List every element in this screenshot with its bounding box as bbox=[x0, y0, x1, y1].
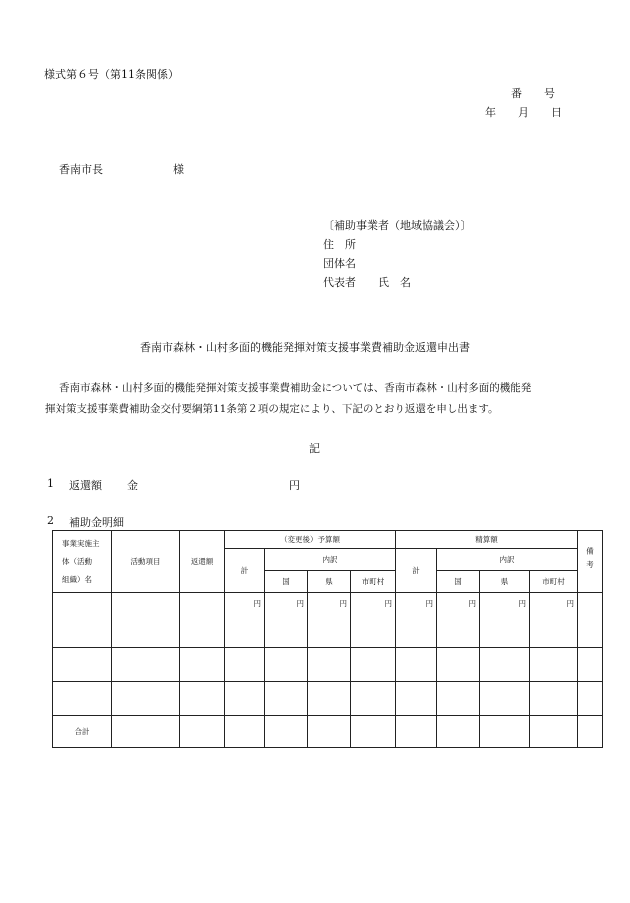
header-entity-cell bbox=[53, 531, 112, 593]
body-line-2: 揮対策支援事業費補助金交付要綱第11条第２項の規定により、下記のとおり返還を申し出ます。 bbox=[45, 403, 499, 415]
sum-settlement-total-cell[interactable] bbox=[396, 715, 437, 747]
header-settlement-prefecture: 県 bbox=[480, 571, 530, 593]
entity-cell[interactable] bbox=[53, 593, 112, 647]
honorific: 様 bbox=[173, 163, 184, 176]
sum-row-label: 合計 bbox=[53, 715, 112, 747]
addressee: 香南市長 bbox=[59, 163, 103, 176]
body-line-1: 香南市森林・山村多面的機能発揮対策支援事業費補助金については、香南市森林・山村多面的機能発 bbox=[59, 382, 532, 394]
remarks-cell[interactable] bbox=[578, 593, 603, 647]
entity-cell[interactable] bbox=[53, 681, 112, 715]
header-settlement: 精算額 bbox=[396, 531, 578, 549]
remarks-cell[interactable] bbox=[578, 647, 603, 681]
budget-total-yen: 円 bbox=[225, 593, 265, 647]
item1-yen: 円 bbox=[289, 479, 300, 492]
budget-prefecture-cell[interactable] bbox=[308, 681, 351, 715]
sum-remarks-cell[interactable] bbox=[578, 715, 603, 747]
settlement-municipality-cell[interactable] bbox=[530, 647, 578, 681]
ki-label: 記 bbox=[309, 442, 320, 455]
budget-municipality-yen: 円 bbox=[351, 593, 396, 647]
header-budget-breakdown: 内訳 bbox=[265, 549, 396, 571]
settlement-prefecture-yen: 円 bbox=[480, 593, 530, 647]
header-remarks: 備考 bbox=[585, 547, 595, 575]
settlement-country-yen: 円 bbox=[437, 593, 480, 647]
sum-refund-cell[interactable] bbox=[180, 715, 225, 747]
sum-settlement-country-cell[interactable] bbox=[437, 715, 480, 747]
settlement-total-yen: 円 bbox=[396, 593, 437, 647]
budget-country-cell[interactable] bbox=[265, 647, 308, 681]
table-row bbox=[53, 647, 603, 681]
subsidy-detail-table bbox=[52, 530, 603, 748]
applicant-address-label: 住 所 bbox=[323, 238, 356, 251]
header-settlement-municipality: 市町村 bbox=[530, 571, 578, 593]
budget-country-cell[interactable] bbox=[265, 681, 308, 715]
header-entity-line-3: 組織）名 bbox=[62, 574, 92, 584]
budget-total-cell[interactable] bbox=[225, 647, 265, 681]
header-budget-municipality: 市町村 bbox=[351, 571, 396, 593]
header-entity-line-2: 体（活動 bbox=[62, 556, 92, 566]
entity-cell[interactable] bbox=[53, 647, 112, 681]
refund-cell[interactable] bbox=[180, 647, 225, 681]
header-budget: （変更後）予算額 bbox=[225, 531, 396, 549]
document-title: 香南市森林・山村多面的機能発揮対策支援事業費補助金返還申出書 bbox=[140, 341, 470, 354]
header-budget-country: 国 bbox=[265, 571, 308, 593]
activity-cell[interactable] bbox=[112, 647, 180, 681]
header-entity-line-1: 事業実施主 bbox=[62, 538, 100, 548]
budget-prefecture-cell[interactable] bbox=[308, 647, 351, 681]
budget-prefecture-yen: 円 bbox=[308, 593, 351, 647]
settlement-total-cell[interactable] bbox=[396, 647, 437, 681]
activity-cell[interactable] bbox=[112, 593, 180, 647]
settlement-prefecture-cell[interactable] bbox=[480, 681, 530, 715]
budget-total-cell[interactable] bbox=[225, 681, 265, 715]
number-label: 番 号 bbox=[511, 87, 555, 100]
item1-label: 返還額 bbox=[69, 479, 102, 492]
activity-cell[interactable] bbox=[112, 681, 180, 715]
header-settlement-breakdown: 内訳 bbox=[437, 549, 578, 571]
header-budget-prefecture: 県 bbox=[308, 571, 351, 593]
header-activity: 活動項目 bbox=[112, 531, 180, 593]
sum-settlement-prefecture-cell[interactable] bbox=[480, 715, 530, 747]
table-header-row-1 bbox=[53, 531, 603, 549]
table-row bbox=[53, 681, 603, 715]
header-refund: 返還額 bbox=[180, 531, 225, 593]
applicant-group-label: 団体名 bbox=[323, 257, 356, 270]
form-number: 様式第６号（第11条関係） bbox=[44, 68, 179, 81]
remarks-cell[interactable] bbox=[578, 681, 603, 715]
sum-budget-country-cell[interactable] bbox=[265, 715, 308, 747]
header-remarks-cell bbox=[578, 531, 603, 593]
item1-kin: 金 bbox=[127, 479, 138, 492]
refund-cell[interactable] bbox=[180, 681, 225, 715]
applicant-representative-label: 代表者 氏 名 bbox=[323, 276, 411, 289]
budget-municipality-cell[interactable] bbox=[351, 681, 396, 715]
budget-country-yen: 円 bbox=[265, 593, 308, 647]
budget-municipality-cell[interactable] bbox=[351, 647, 396, 681]
header-budget-total: 計 bbox=[225, 549, 265, 593]
item2-label: 補助金明細 bbox=[69, 516, 124, 529]
header-settlement-country: 国 bbox=[437, 571, 480, 593]
settlement-country-cell[interactable] bbox=[437, 647, 480, 681]
sum-settlement-municipality-cell[interactable] bbox=[530, 715, 578, 747]
item2-number: 2 bbox=[47, 514, 54, 527]
settlement-municipality-cell[interactable] bbox=[530, 681, 578, 715]
sum-budget-municipality-cell[interactable] bbox=[351, 715, 396, 747]
refund-cell[interactable] bbox=[180, 593, 225, 647]
table-row bbox=[53, 593, 603, 647]
applicant-heading: 〔補助事業者（地域協議会）〕 bbox=[323, 219, 472, 232]
settlement-prefecture-cell[interactable] bbox=[480, 647, 530, 681]
sum-budget-total-cell[interactable] bbox=[225, 715, 265, 747]
table-sum-row bbox=[53, 715, 603, 747]
sum-activity-cell[interactable] bbox=[112, 715, 180, 747]
date-label: 年 月 日 bbox=[485, 106, 562, 119]
settlement-country-cell[interactable] bbox=[437, 681, 480, 715]
header-settlement-total: 計 bbox=[396, 549, 437, 593]
settlement-municipality-yen: 円 bbox=[530, 593, 578, 647]
settlement-total-cell[interactable] bbox=[396, 681, 437, 715]
item1-number: 1 bbox=[47, 477, 54, 490]
sum-budget-prefecture-cell[interactable] bbox=[308, 715, 351, 747]
